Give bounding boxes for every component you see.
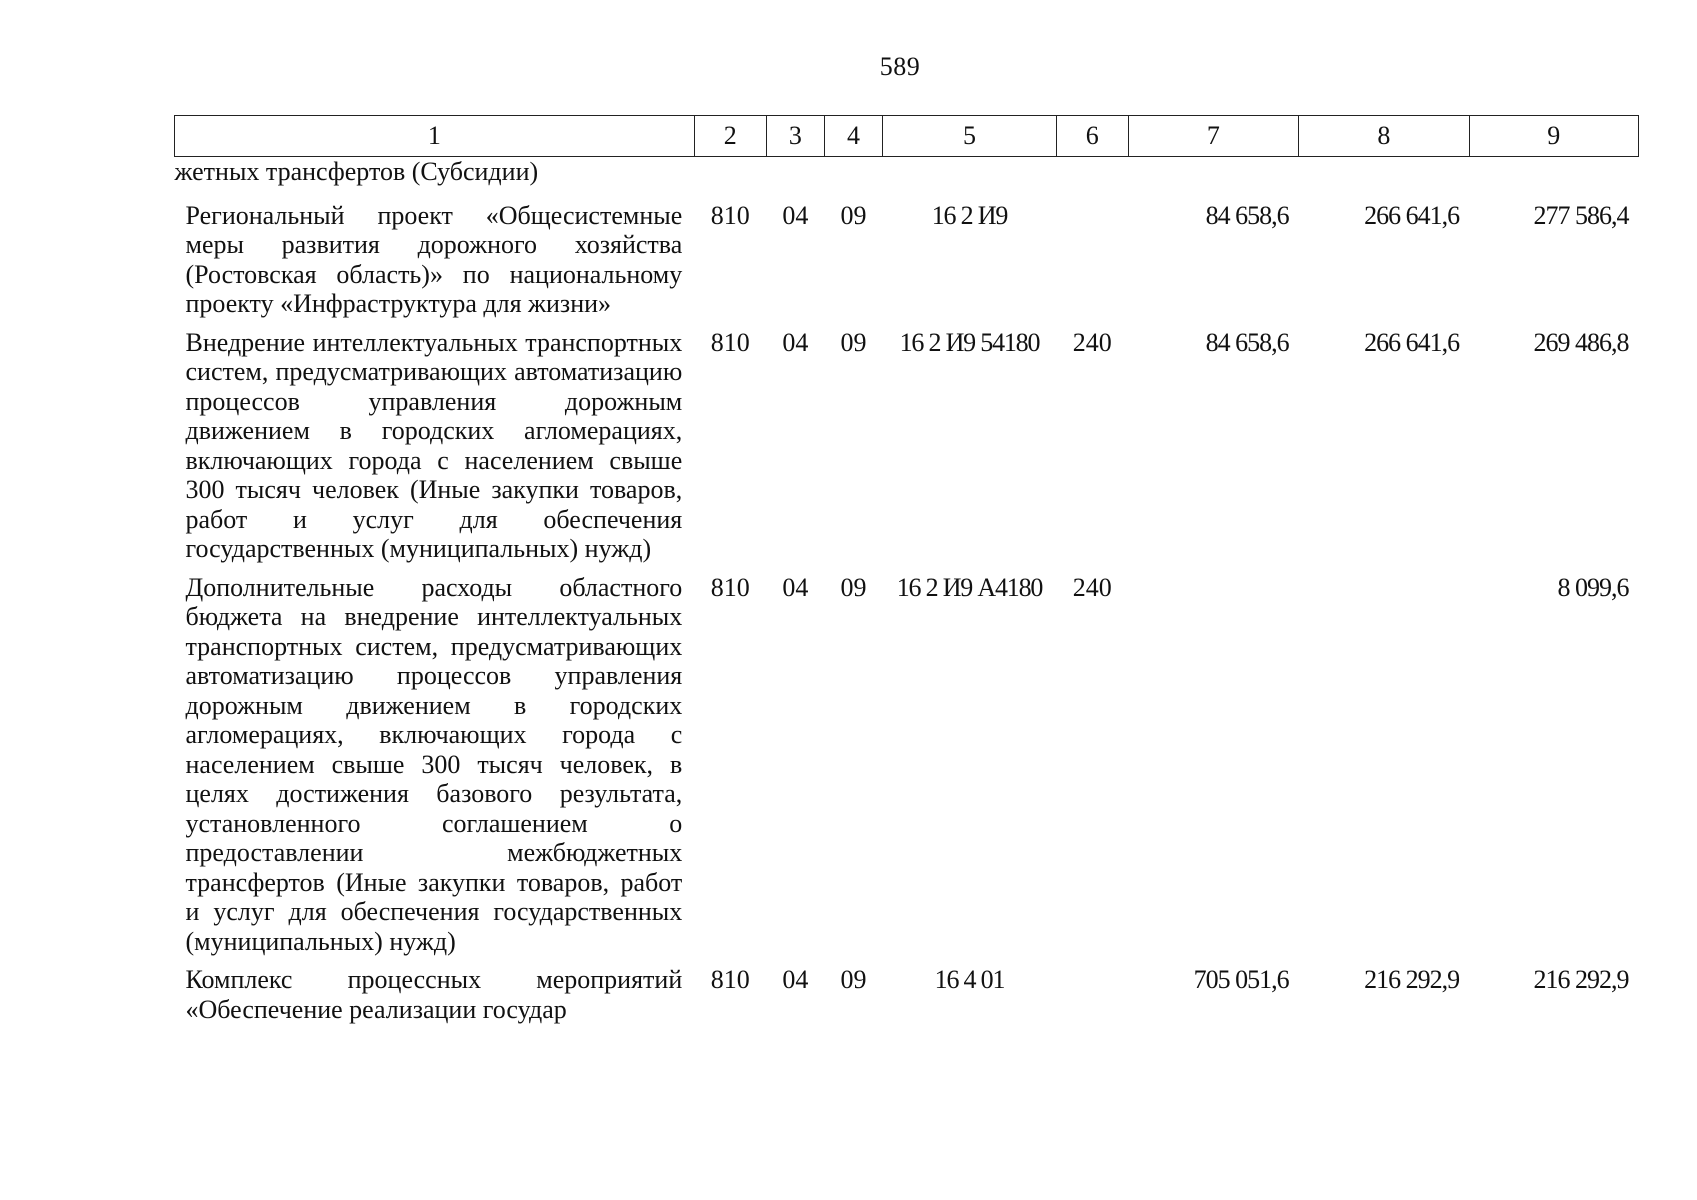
row-ministry: 810 [710, 327, 750, 357]
column-header-1: 1 [175, 116, 695, 157]
row-ministry: 810 [710, 572, 750, 602]
row-name: жетных трансфертов (Субсидии) [174, 157, 539, 186]
row-target-article: 16 2 И9 [931, 200, 1008, 230]
row-name: Комплекс процессных мероприятий «Обеспечение реализации государ [185, 965, 683, 1024]
row-name: Внедрение интеллектуальных транспортных систем, предусматривающих автоматизацию процессов управления дорожным движением в городских агломерациях, включающих города с населением свыше 300 тысяч человек (Иные закупки товаров, работ и услуг для обеспечения государственных (муниципальных) нужд) [185, 327, 683, 563]
budget-table [174, 115, 1639, 1033]
row-section: 04 [782, 965, 809, 994]
column-header-7: 7 [1128, 116, 1298, 157]
column-header-5: 5 [883, 116, 1057, 157]
row-expense-type: 240 [1072, 327, 1112, 357]
row-value-col8 [1299, 573, 1469, 966]
row-subsection: 09 [840, 327, 867, 357]
row-ministry: 810 [710, 200, 750, 230]
row-value-col7 [1128, 573, 1298, 966]
row-value-col7 [1128, 157, 1298, 201]
row-subsection: 09 [840, 572, 867, 602]
row-subsection [824, 157, 882, 201]
row-value-col7: 84 658,6 [1205, 327, 1289, 357]
row-subsection: 09 [840, 200, 867, 230]
row-ministry [694, 157, 766, 201]
header-row [175, 116, 1639, 157]
row-name: Региональный проект «Общесистемные меры развития дорожного хозяйства (Ростовская область)» по национальному проекту «Инфраструктура для жизни» [185, 200, 683, 318]
row-value-col9: 277 586,4 [1533, 200, 1629, 230]
column-header-6: 6 [1056, 116, 1128, 157]
row-target-article [883, 157, 1057, 201]
row-section: 04 [782, 572, 809, 602]
column-header-4: 4 [824, 116, 882, 157]
table-row [175, 328, 1639, 573]
column-header-8: 8 [1299, 116, 1469, 157]
row-value-col8: 216 292,9 [1364, 965, 1460, 994]
row-target-article: 16 4 01 [934, 965, 1005, 994]
table-row [175, 965, 1639, 1033]
row-value-col9: 216 292,9 [1533, 965, 1629, 994]
table-row [175, 573, 1639, 966]
row-ministry: 810 [710, 965, 750, 994]
table-row [175, 157, 1639, 201]
row-value-col8 [1299, 157, 1469, 201]
row-value-col7: 705 051,6 [1193, 965, 1289, 994]
row-expense-type: 240 [1072, 572, 1112, 602]
row-value-col9 [1469, 157, 1638, 201]
row-name: Дополнительные расходы областного бюджета на внедрение интеллектуальных транспортных систем, предусматривающих автоматизацию процессов управления дорожным движением в городских агломерациях, включающих города с населением свыше 300 тысяч человек, в целях достижения базового результата, установленного соглашением о предоставлении межбюджетных трансфертов (Иные закупки товаров, работ и услуг для обеспечения государственных (муниципальных) нужд) [185, 572, 683, 956]
page-number: 589 [879, 52, 921, 81]
column-header-3: 3 [766, 116, 824, 157]
row-target-article: 16 2 И9 А4180 [896, 572, 1043, 602]
row-value-col7: 84 658,6 [1205, 200, 1289, 230]
table-header [175, 116, 1639, 157]
row-value-col9: 269 486,8 [1533, 327, 1629, 357]
column-header-2: 2 [694, 116, 766, 157]
row-expense-type [1056, 201, 1128, 328]
row-section [766, 157, 824, 201]
row-section: 04 [782, 200, 809, 230]
table-row [175, 201, 1639, 328]
row-value-col8: 266 641,6 [1364, 327, 1460, 357]
row-expense-type [1056, 157, 1128, 201]
row-value-col9: 8 099,6 [1557, 572, 1629, 602]
row-value-col8: 266 641,6 [1364, 200, 1460, 230]
row-subsection: 09 [840, 965, 867, 994]
row-target-article: 16 2 И9 54180 [899, 327, 1040, 357]
row-expense-type [1056, 965, 1128, 1033]
row-section: 04 [782, 327, 809, 357]
table-body [175, 157, 1639, 1034]
column-header-9: 9 [1469, 116, 1638, 157]
